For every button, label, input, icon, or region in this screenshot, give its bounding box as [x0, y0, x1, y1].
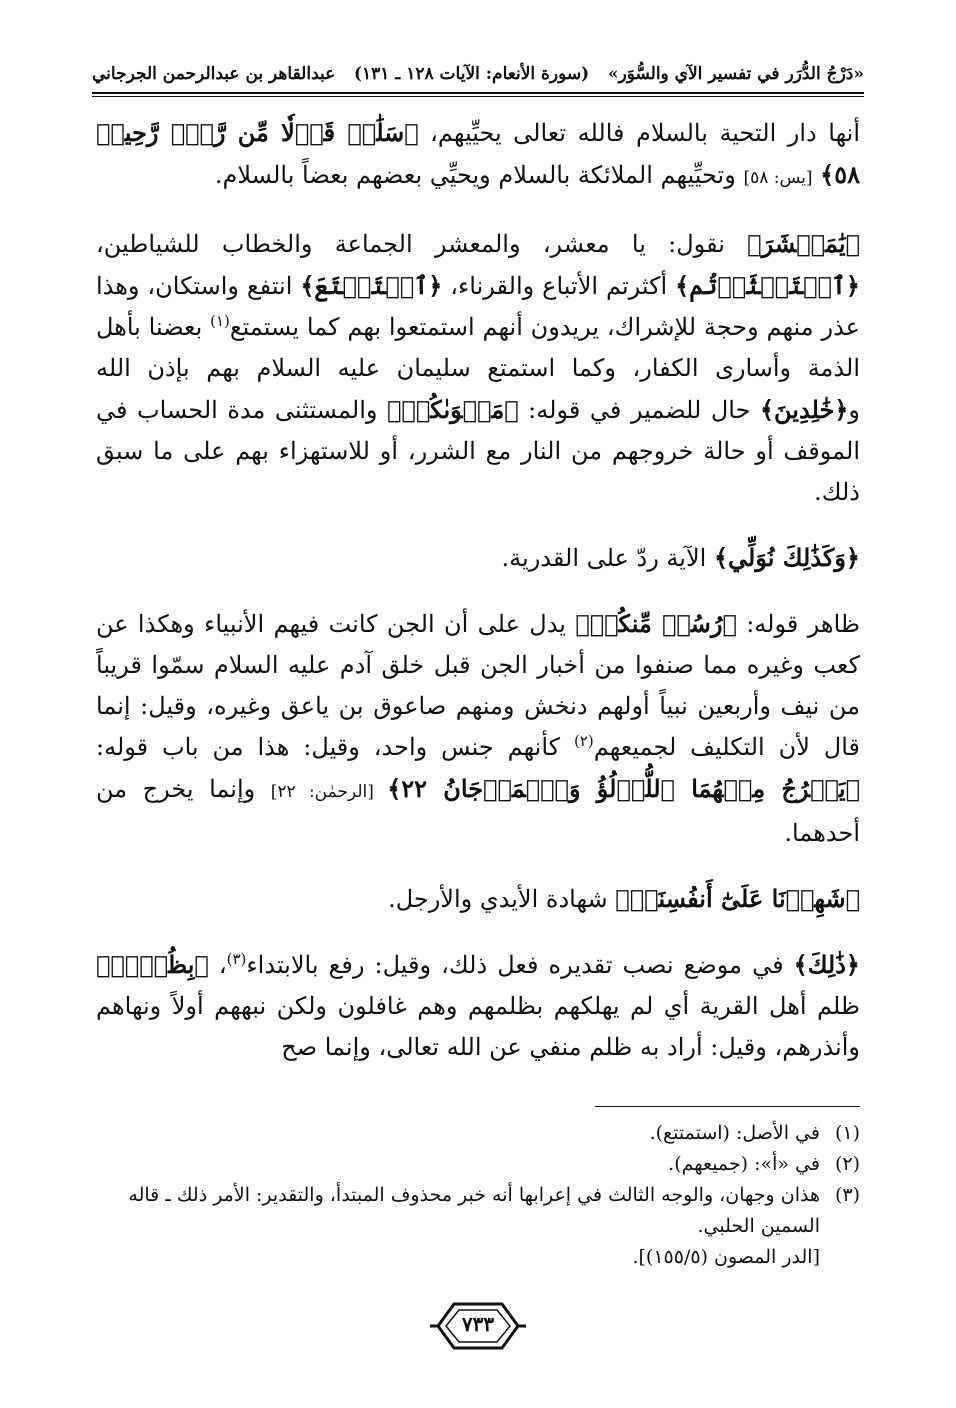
- footnote-text: في «أ»: (جميعهم).: [668, 1153, 820, 1175]
- quran-word: ﴿ٱسۡتَمۡتَعَ﴾: [300, 271, 443, 300]
- quran-verse: ﴿يَخۡرُجُ مِنۡهُمَا ٱللُّؤۡلُؤُ وَٱلۡمَرۡجَانُ ٢٢﴾: [387, 774, 861, 803]
- quran-word: ﴿بِظُلۡمٖ﴾: [96, 950, 209, 979]
- header-rule: [92, 92, 864, 94]
- quran-word: ﴿يَٰمَعۡشَرَ﴾: [747, 229, 860, 258]
- header-surah-ref: (سورة الأنعام: الآيات ١٢٨ ـ ١٣١): [353, 64, 590, 84]
- footnote-number: (١): [834, 1122, 860, 1144]
- quran-word: ﴿ذَٰلِكَ﴾: [793, 950, 860, 979]
- verse-reference: [يس: ٥٨]: [743, 168, 813, 188]
- footnote-number: (٢): [834, 1153, 860, 1175]
- page-number: ٧٣٣: [461, 1312, 495, 1336]
- quran-verse: ﴿سَلَٰمٞ قَوۡلٗا مِّن رَّبّٖ رَّحِيمٖ ٥٨﴾: [96, 118, 860, 189]
- footnote-source: [الدر المصون (١٥٥/٥)].: [632, 1246, 820, 1268]
- footnote-text: هذان وجهان، والوجه الثالث في إعرابها أنه خبر محذوف المبتدأ، والتقدير: الأمر ذلك ـ قاله السمين الحلبي.: [128, 1184, 820, 1237]
- header-rule-thin: [92, 96, 864, 97]
- quran-word: ﴿وَكَذَٰلِكَ نُوَلِّي﴾: [713, 543, 860, 572]
- quran-word: ﴿خَٰلِدِينَ﴾: [759, 395, 849, 424]
- paragraph-4: ظاهر قوله: ﴿رُسُلٞ مِّنكُمۡ﴾ يدل على أن الجن كانت فيهم الأنبياء وهكذا عن كعب وغيره مما صنفوا من أخبار الجن قبل خلق آدم عليه السلام سمّوا قريباً من نيف وأربعين نبياً أولهم دنخش ومنهم صاعوق بن ياعق وغيره، وقيل: إنما قال لأن التكليف لجميعهم$^{(٢)}$ كأنهم جنس واحد، وقيل: هذا من باب قوله: ﴿يَخۡرُجُ مِنۡهُمَا ٱللُّؤۡلُؤُ وَٱلۡمَرۡجَانُ ٢٢﴾ [الرحمٰن: ٢٢] وإنما يخرج من أحدهما.: [96, 609, 861, 847]
- quran-word: ﴿ٱسۡتَكۡثَرۡتُم﴾: [675, 271, 860, 300]
- footnote-marker[interactable]: (٣): [226, 950, 247, 968]
- paragraph-6: ﴿ذَٰلِكَ﴾ في موضع نصب تقديره فعل ذلك، وقيل: رفع بالابتداء$^{(٣)}$، ﴿بِظُلۡمٖ﴾ ظلم أهل القرية أي لم يهلكهم بظلمهم وهم غافلون ولكن نبههم أولاً ونهاهم وأنذرهم، وقيل: أراد به ظلم منفي عن الله تعالى، وإنما صح: [96, 950, 860, 1061]
- footnote-separator: [595, 1106, 860, 1107]
- paragraph-1: أنها دار التحية بالسلام فالله تعالى يحيِّيهم، ﴿سَلَٰمٞ قَوۡلٗا مِّن رَّبّٖ رَّحِيمٖ ٥٨﴾ [يس: ٥٨] وتحيِّيهم الملائكة بالسلام ويحيِّي بعضهم بعضاً بالسلام.: [96, 118, 860, 189]
- footnote-marker[interactable]: (١): [210, 312, 230, 330]
- footnote: [96, 1118, 860, 1149]
- header-author: عبدالقاهر بن عبدالرحمن الجرجاني: [92, 64, 336, 84]
- footnote: [96, 1149, 860, 1180]
- paragraph-2: ﴿يَٰمَعۡشَرَ﴾ نقول: يا معشر، والمعشر الجماعة والخطاب للشياطين، ﴿ٱسۡتَكۡثَرۡتُم﴾ أكثرتم الأتباع والقرناء، ﴿ٱسۡتَمۡتَعَ﴾ انتفع واستكان، وهذا عذر منهم وحجة للإشراك، يريدون أنهم استمتعوا بهم كما يستمتع$^{(١)}$ بعضنا بأهل الذمة وأسارى الكفار، وكما استمتع سليمان عليه السلام بهم بإذن الله و﴿خَٰلِدِينَ﴾ حال للضمير في قوله: ﴿مَثۡوَىٰكُمۡ﴾ والمستثنى مدة الحساب في الموقف أو حالة خروجهم من النار مع الشرر، أو للاستهزاء بهم على ما سبق ذلك.: [96, 229, 860, 506]
- quran-word: ﴿رُسُلٞ مِّنكُمۡ﴾: [575, 609, 737, 638]
- footnote: [96, 1180, 860, 1242]
- footnote-number: (٣): [834, 1184, 860, 1206]
- main-text: [96, 112, 860, 1092]
- paragraph-3: ﴿وَكَذَٰلِكَ نُوَلِّي﴾ الآية ردّ على القدرية.: [501, 543, 860, 572]
- running-header: [92, 58, 864, 90]
- page-number-ornament: [428, 1298, 528, 1354]
- footnote-marker[interactable]: (٢): [573, 732, 594, 750]
- verse-reference: [الرحمٰن: ٢٢]: [270, 782, 388, 802]
- header-book-title: «دَرْجُ الدُّرَر في تفسير الآي والسُّوَر»: [607, 64, 864, 84]
- quran-word: ﴿شَهِدۡنَا عَلَىٰٓ أَنفُسِنَاۖ﴾: [615, 884, 860, 913]
- quran-word: ﴿مَثۡوَىٰكُمۡ﴾: [387, 395, 519, 424]
- footnote-text: في الأصل: (استمتتع).: [649, 1122, 820, 1144]
- footnotes: [96, 1118, 860, 1273]
- paragraph-5: ﴿شَهِدۡنَا عَلَىٰٓ أَنفُسِنَاۖ﴾ شهادة الأيدي والأرجل.: [388, 884, 860, 913]
